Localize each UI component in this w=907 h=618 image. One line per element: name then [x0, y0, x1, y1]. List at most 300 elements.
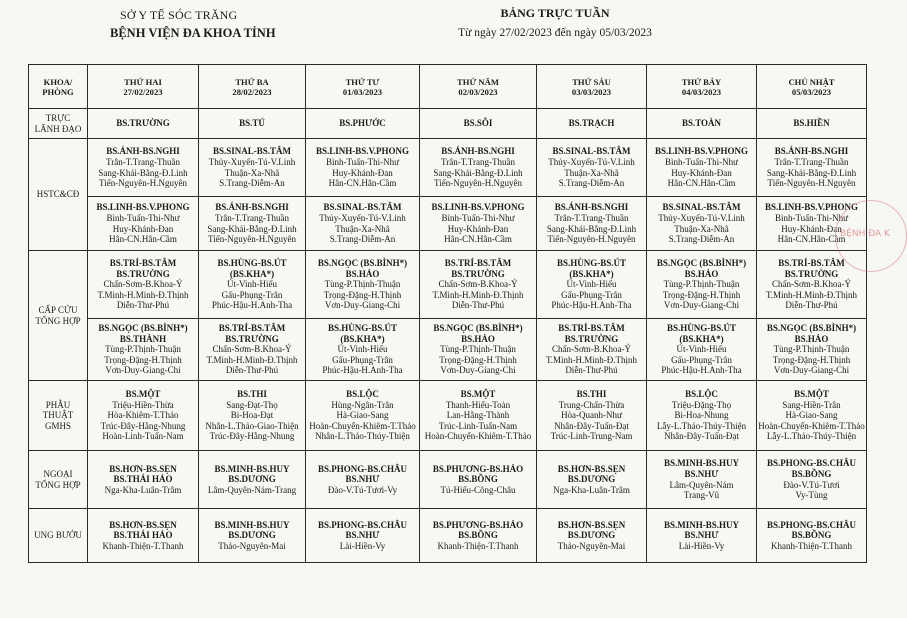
staff-names: Hân-CN.Hân-Cầm — [777, 234, 846, 245]
staff-names: Bình-Tuấn-Thi-Như — [664, 156, 739, 167]
staff-names: Trọng-Đặng-H.Thịnh — [104, 354, 182, 365]
staff-names: Khanh-Thiện-T.Thanh — [437, 540, 519, 551]
duty-cell — [537, 319, 647, 381]
duty-cell — [88, 139, 199, 197]
staff-names: Gấu-Phụng-Trân — [561, 289, 622, 300]
duty-cell — [420, 319, 537, 381]
staff-names: Tùng-P.Thịnh-Thuận — [324, 279, 401, 290]
duty-cell — [199, 381, 306, 451]
staff-names: Vy-Tùng — [795, 490, 828, 501]
staff-names: Bi-Hoa-Đạt — [230, 410, 274, 421]
staff-names: Nhân-L.Thảo-Giao-Thiện — [205, 420, 299, 431]
doctor-names: BS.HƠN-BS.SẸN — [557, 463, 626, 474]
staff-names: Bi-Hoa-Nhung — [674, 410, 729, 421]
staff-names: Hân-CN.Hân-Cầm — [667, 178, 736, 189]
section-label — [29, 139, 88, 251]
staff-names: Vơn-Duy-Giang-Chi — [324, 300, 401, 311]
duty-cell — [647, 319, 757, 381]
staff-names: Trân-T.Trang-Thuần — [774, 156, 849, 167]
section-label-line: CẤP CỨU — [38, 304, 78, 315]
duty-cell — [88, 251, 199, 319]
doctor-names: BS.MỘT — [125, 389, 161, 400]
duty-cell — [420, 451, 537, 509]
staff-names: Nhân-Đây-Tuấn-Đạt — [664, 431, 739, 442]
staff-names: Lẫy-L.Thảo-Thúy-Thiện — [656, 420, 747, 431]
doctor-names: BS.THI — [237, 389, 267, 400]
staff-names: Lẫy-L.Thảo-Thúy-Thiện — [766, 431, 857, 442]
staff-names: Trọng-Đặng-H.Thịnh — [772, 354, 851, 365]
duty-cell — [537, 251, 647, 319]
doctor-names: BS.LINH-BS.V.PHONG — [764, 202, 859, 213]
doctor-names: BS.THI — [576, 389, 607, 400]
day-name: CHỦ NHẬT — [788, 76, 835, 87]
duty-cell — [757, 109, 867, 139]
duty-cell — [306, 109, 420, 139]
doctor-names: BS.TOÀN — [681, 118, 722, 129]
staff-names: Hòa-Khiêm-T.Thảo — [107, 410, 179, 421]
doctor-names: BS.TRƯỜNG — [116, 118, 170, 129]
header-left — [110, 8, 276, 41]
doctor-names: BS.PHONG-BS.CHÂU — [317, 519, 407, 530]
staff-names: Tiến-Nguyên-H.Nguyên — [767, 178, 856, 189]
day-header — [88, 65, 199, 109]
staff-names: Trọng-Đặng-H.Thịnh — [323, 289, 402, 300]
doctor-names: (BS.KHA*) — [340, 333, 385, 344]
staff-names: Trúc-Đây-Hằng-Nhung — [100, 420, 186, 431]
doctor-names: BS.PHƯƠNG-BS.HẢO — [432, 519, 524, 530]
staff-names: Vơn-Duy-Giang-Chi — [663, 300, 740, 311]
staff-names: Phúc-Hậu-H.Anh-Tha — [322, 365, 403, 376]
staff-names: Tùng-P.Thịnh-Thuận — [773, 344, 850, 355]
doctor-names: BS.SÔI — [463, 118, 493, 129]
staff-names: Gấu-Phụng-Trân — [221, 289, 283, 300]
staff-names: Thanh-Hiếu-Toàn — [445, 399, 511, 410]
duty-cell — [420, 509, 537, 563]
doctor-names: BS.THÁI HẢO — [113, 530, 173, 541]
section-label-line: TRỰC — [45, 112, 71, 123]
doctor-names: (BS.KHA*) — [569, 268, 614, 279]
doctor-names: BS.HƠN-BS.SẸN — [557, 519, 626, 530]
staff-names: Hoàn-Chuyển-Khiêm-T.Thảo — [309, 420, 416, 431]
day-date: 27/02/2023 — [123, 86, 163, 97]
section-label-line: TỔNG HỢP — [35, 479, 81, 490]
duty-cell — [306, 139, 420, 197]
staff-names: Tùng-P.Thịnh-Thuận — [663, 279, 740, 290]
staff-names: Sang-Hiền-Trân — [782, 399, 841, 410]
day-date: 05/03/2023 — [791, 86, 832, 97]
duty-cell — [306, 509, 420, 563]
day-name: THỨ BA — [235, 76, 269, 87]
staff-names: Vơn-Duy-Giang-Chi — [440, 365, 516, 376]
doctor-names: BS.BỒNG — [458, 474, 498, 485]
staff-names: Triệu-Đặng-Thọ — [671, 399, 732, 410]
day-header — [199, 65, 306, 109]
staff-names: Hân-CN.Hân-Cầm — [109, 234, 177, 245]
staff-names: Trang-Vũ — [683, 490, 720, 501]
section-label-line: GMHS — [44, 420, 71, 431]
staff-names: Trân-T.Trang-Thuần — [215, 212, 289, 223]
staff-names: T.Minh-H.Minh-Đ.Thịnh — [206, 354, 298, 365]
duty-cell — [306, 197, 420, 251]
staff-names: Diễn-Thư-Phú — [785, 300, 838, 311]
schedule-row — [29, 139, 867, 197]
day-header — [306, 65, 420, 109]
schedule-row — [29, 451, 867, 509]
doctor-names: BS.BỒNG — [791, 468, 832, 479]
duty-schedule-table — [28, 64, 867, 563]
duty-cell — [647, 381, 757, 451]
staff-names: S.Trang-Diễm-An — [668, 234, 735, 245]
duty-cell — [757, 139, 867, 197]
staff-names: Trúc-Linh-Tuấn-Nam — [438, 420, 518, 431]
staff-names: Lâm-Quyên-Nám-Trang — [207, 484, 297, 495]
staff-names: Trọng-Đặng-H.Thịnh — [439, 354, 517, 365]
day-name: THỨ HAI — [124, 76, 162, 87]
staff-names: Bình-Tuấn-Thi-Như — [441, 212, 515, 223]
corner-line: KHOA/ — [43, 76, 73, 87]
staff-names: Thủy-Xuyến-Tú-V.Linh — [658, 212, 745, 223]
staff-names: Bình-Tuấn-Thi-Như — [325, 156, 400, 167]
doctor-names: BS.LỘC — [685, 389, 718, 400]
staff-names: Triệu-Hiền-Thừa — [112, 399, 174, 410]
duty-cell — [757, 509, 867, 563]
staff-names: S.Trang-Diễm-An — [558, 178, 625, 189]
staff-names: Khanh-Thiện-T.Thanh — [102, 540, 184, 551]
staff-names: Hoàn-Chuyển-Khiêm-T.Thảo — [758, 420, 865, 431]
staff-names: T.Minh-H.Minh-Đ.Thịnh — [432, 289, 524, 300]
doctor-names: BS.TRƯỜNG — [451, 268, 505, 279]
staff-names: Hân-CN.Hân-Cầm — [328, 178, 397, 189]
schedule-period: Từ ngày 27/02/2023 đến ngày 05/03/2023 — [458, 27, 652, 39]
staff-names: Hà-Giao-Sang — [785, 410, 838, 421]
doctor-names: BS.ÁNH-BS.NGHI — [215, 202, 289, 213]
doctor-names: BS.MINH-BS.HUY — [663, 458, 739, 469]
staff-names: Út-Vinh-Hiếu — [227, 279, 277, 290]
staff-names: Chấn-Sơm-B.Khoa-Ý — [771, 279, 851, 290]
staff-names: Hoàn-Linh-Tuấn-Nam — [102, 431, 184, 442]
staff-names: T.Minh-H.Minh-Đ.Thịnh — [765, 289, 858, 300]
staff-names: Vơn-Duy-Giang-Chi — [773, 365, 850, 376]
doctor-names: BS.HÙNG-BS.ÚT — [666, 323, 737, 334]
duty-cell — [420, 251, 537, 319]
staff-names: Thuận-Xa-Nhã — [674, 223, 729, 234]
duty-cell — [199, 197, 306, 251]
staff-names: Tiến-Nguyên-H.Nguyên — [547, 234, 636, 245]
staff-names: Nhân-L.Thảo-Thúy-Thiện — [315, 431, 410, 442]
staff-names: Trung-Chấn-Thừa — [558, 399, 625, 410]
day-date: 01/03/2023 — [342, 86, 383, 97]
doctor-names: BS.TÚ — [239, 118, 265, 129]
doctor-names: BS.MINH-BS.HUY — [663, 519, 739, 530]
duty-cell — [420, 109, 537, 139]
doctor-names: BS.TRÍ-BS.TÂM — [109, 258, 177, 269]
schedule-row — [29, 509, 867, 563]
staff-names: Tiến-Nguyên-H.Nguyên — [434, 178, 522, 189]
staff-names: Khanh-Thiện-T.Thanh — [770, 540, 853, 551]
duty-cell — [647, 197, 757, 251]
duty-cell — [199, 509, 306, 563]
staff-names: Sang-Khải-Bằng-Đ.Linh — [546, 223, 637, 234]
staff-names: T.Minh-H.Minh-Đ.Thịnh — [97, 289, 189, 300]
staff-names: Tiến-Nguyên-H.Nguyên — [208, 234, 296, 245]
doctor-names: BS.LINH-BS.V.PHONG — [96, 202, 190, 213]
doctor-names: BS.BỒNG — [458, 530, 498, 541]
doctor-names: BS.MINH-BS.HUY — [214, 519, 290, 530]
schedule-row — [29, 251, 867, 319]
duty-cell — [199, 251, 306, 319]
staff-names: Tiến-Nguyên-H.Nguyên — [99, 178, 187, 189]
doctor-names: BS.TRƯỜNG — [784, 268, 839, 279]
doctor-names: (BS.KHA*) — [679, 333, 724, 344]
doctor-names: BS.DƯƠNG — [228, 530, 276, 541]
section-label — [29, 381, 88, 451]
doctor-names: BS.NGỌC (BS.BÌNH*) — [98, 323, 188, 334]
doctor-names: BS.NGỌC (BS.BÌNH*) — [656, 258, 747, 269]
staff-names: Lâm-Quyên-Nám — [669, 479, 734, 490]
section-label-line: THUẬT — [42, 410, 74, 421]
day-header — [537, 65, 647, 109]
duty-cell — [420, 139, 537, 197]
doctor-names: BS.TRƯỜNG — [564, 333, 619, 344]
doctor-names: BS.TRẠCH — [568, 118, 615, 129]
staff-names: Diễn-Thư-Phú — [451, 300, 505, 311]
section-label-line: LÃNH ĐẠO — [34, 123, 82, 134]
doctor-names: BS.TRÍ-BS.TÂM — [444, 258, 512, 269]
staff-names: Lài-Hiền-Vy — [678, 540, 725, 551]
staff-names: Sang-Khải-Bằng-Đ.Linh — [207, 223, 297, 234]
day-date: 04/03/2023 — [681, 86, 722, 97]
doctor-names: BS.LINH-BS.V.PHONG — [654, 146, 749, 157]
staff-names: Huy-Khánh-Đan — [447, 223, 509, 234]
staff-names: Hà-Giao-Sang — [336, 410, 389, 421]
duty-cell — [306, 251, 420, 319]
day-date: 28/02/2023 — [232, 86, 272, 97]
staff-names: Trúc-Linh-Trung-Nam — [550, 431, 633, 442]
staff-names: Tú-Hiếu-Công-Châu — [440, 484, 516, 495]
staff-names: Trân-T.Trang-Thuần — [554, 212, 629, 223]
staff-names: Sang-Khải-Bằng-Đ.Linh — [766, 167, 857, 178]
doctor-names: BS.HƠN-BS.SẸN — [109, 519, 177, 530]
duty-cell — [306, 381, 420, 451]
schedule-body — [29, 109, 867, 563]
day-name: THỨ TƯ — [345, 76, 380, 87]
staff-names: Diễn-Thư-Phú — [565, 365, 618, 376]
day-header — [647, 65, 757, 109]
doctor-names: BS.SINAL-BS.TÂM — [552, 146, 631, 157]
duty-cell — [88, 381, 199, 451]
staff-names: Trân-T.Trang-Thuần — [106, 156, 180, 167]
staff-names: Thuận-Xa-Nhã — [335, 223, 390, 234]
day-name: THỨ NĂM — [457, 76, 499, 87]
doctor-names: BS.NHƯ — [345, 530, 380, 541]
staff-names: Đào-V.Tú-Tươi-Vy — [327, 484, 398, 495]
doctor-names: BS.DƯƠNG — [228, 474, 276, 485]
duty-cell — [88, 109, 199, 139]
duty-cell — [537, 509, 647, 563]
doctor-names: BS.HÙNG-BS.ÚT — [217, 258, 287, 269]
staff-names: Sang-Đạt-Thọ — [226, 399, 278, 410]
staff-names: Gấu-Phụng-Trân — [332, 354, 393, 365]
day-date: 02/03/2023 — [458, 86, 498, 97]
doctor-names: BS.HÙNG-BS.ÚT — [556, 258, 627, 269]
staff-names: Sang-Khải-Bằng-Đ.Linh — [98, 167, 188, 178]
staff-names: Diễn-Thư-Phú — [116, 300, 170, 311]
doctor-names: BS.MINH-BS.HUY — [214, 463, 290, 474]
staff-names: T.Minh-H.Minh-Đ.Thịnh — [545, 354, 638, 365]
document-title: BẢNG TRỰC TUẦN — [500, 6, 610, 20]
duty-cell — [88, 319, 199, 381]
doctor-names: BS.TRƯỜNG — [225, 333, 279, 344]
staff-names: Huy-Khánh-Đan — [781, 223, 842, 234]
hospital-name: BỆNH VIỆN ĐA KHOA TỈNH — [110, 26, 276, 40]
staff-names: S.Trang-Diễm-An — [219, 178, 285, 189]
doctor-names: BS.ÁNH-BS.NGHI — [774, 146, 849, 157]
staff-names: Thuận-Xa-Nhã — [564, 167, 619, 178]
doctor-names: BS.SINAL-BS.TÂM — [662, 202, 741, 213]
duty-cell — [420, 381, 537, 451]
doctor-names: BS.THÀNH — [119, 333, 167, 344]
staff-names: Bình-Tuấn-Thi-Như — [774, 212, 849, 223]
doctor-names: BS.TRÍ-BS.TÂM — [218, 323, 286, 334]
doctor-names: BS.HIỀN — [793, 118, 830, 129]
header-row — [29, 65, 867, 109]
staff-names: Nhân-Đây-Tuấn-Đạt — [554, 420, 629, 431]
duty-cell — [537, 381, 647, 451]
duty-cell — [88, 509, 199, 563]
duty-cell — [420, 197, 537, 251]
doctor-names: BS.HƠN-BS.SẸN — [109, 463, 177, 474]
doctor-names: BS.TRÍ-BS.TÂM — [778, 258, 845, 269]
duty-cell — [757, 381, 867, 451]
staff-names: Chấn-Sơm-B.Khoa-Ý — [438, 279, 518, 290]
doctor-names: BS.ÁNH-BS.NGHI — [441, 146, 515, 157]
staff-names: Huy-Khánh-Đan — [671, 167, 732, 178]
staff-names: Lan-Hằng-Thành — [446, 410, 510, 421]
doctor-names: BS.NGỌC (BS.BÌNH*) — [766, 323, 857, 334]
staff-names: Huy-Khánh-Đan — [332, 167, 393, 178]
doctor-names: BS.PHONG-BS.CHÂU — [766, 458, 856, 469]
day-date: 03/03/2023 — [571, 86, 612, 97]
doctor-names: BS.PHONG-BS.CHÂU — [317, 463, 407, 474]
staff-names: Thủy-Xuyến-Tú-V.Linh — [319, 212, 406, 223]
staff-names: Phúc-Hậu-H.Anh-Tha — [551, 300, 632, 311]
section-label — [29, 109, 88, 139]
staff-names: Thảo-Nguyên-Mai — [557, 540, 626, 551]
duty-cell — [757, 319, 867, 381]
staff-names: Bình-Tuấn-Thi-Như — [106, 212, 180, 223]
staff-names: Hòa-Quanh-Như — [561, 410, 622, 421]
staff-names: Trọng-Đặng-H.Thịnh — [662, 289, 741, 300]
duty-cell — [647, 509, 757, 563]
official-seal — [835, 200, 907, 272]
duty-cell — [537, 197, 647, 251]
doctor-names: BS.PHƯỚC — [339, 118, 386, 129]
staff-names: Út-Vinh-Hiếu — [337, 344, 388, 355]
schedule-row — [29, 109, 867, 139]
staff-names: Trân-T.Trang-Thuần — [441, 156, 515, 167]
duty-cell — [88, 197, 199, 251]
doctor-names: (BS.KHA*) — [229, 268, 275, 279]
duty-cell — [306, 319, 420, 381]
day-header — [420, 65, 537, 109]
doctor-names: BS.SINAL-BS.TÂM — [323, 202, 402, 213]
doctor-names: BS.MỘT — [460, 389, 496, 400]
staff-names: Phúc-Hậu-H.Anh-Tha — [661, 365, 742, 376]
duty-cell — [647, 251, 757, 319]
staff-names: Diễn-Thư-Phú — [225, 365, 279, 376]
staff-names: Chấn-Sơm-B.Khoa-Ý — [212, 344, 292, 355]
section-label-line: UNG BƯỚU — [34, 530, 82, 541]
doctor-names: BS.PHONG-BS.CHÂU — [766, 519, 856, 530]
duty-cell — [537, 109, 647, 139]
staff-names: Vơn-Duy-Giang-Chi — [105, 365, 181, 376]
schedule-row — [29, 197, 867, 251]
staff-names: Thuận-Xa-Nhã — [224, 167, 280, 178]
department-name: SỞ Y TẾ SÓC TRĂNG — [120, 8, 238, 22]
duty-cell — [537, 139, 647, 197]
corner-line: PHÒNG — [42, 86, 74, 97]
duty-cell — [537, 451, 647, 509]
staff-names: Sang-Khải-Bằng-Đ.Linh — [433, 167, 523, 178]
day-name: THỨ SÁU — [572, 76, 611, 87]
doctor-names: BS.BỒNG — [791, 530, 832, 541]
day-header — [757, 65, 867, 109]
section-label — [29, 451, 88, 509]
staff-names: Nga-Kha-Luân-Trâm — [553, 484, 630, 495]
duty-cell — [306, 451, 420, 509]
staff-names: Hùng-Ngân-Trân — [331, 399, 394, 410]
staff-names: Lài-Hiền-Vy — [339, 540, 386, 551]
doctor-names: BS.DƯƠNG — [567, 530, 616, 541]
duty-cell — [199, 109, 306, 139]
staff-names: Út-Vinh-Hiếu — [566, 279, 617, 290]
staff-names: S.Trang-Diễm-An — [329, 234, 396, 245]
doctor-names: BS.DƯƠNG — [567, 474, 616, 485]
doctor-names: BS.NGỌC (BS.BÌNH*) — [433, 323, 523, 334]
doctor-names: BS.ÁNH-BS.NGHI — [554, 202, 629, 213]
duty-cell — [199, 139, 306, 197]
section-label-line: TỔNG HỢP — [35, 315, 81, 326]
staff-names: Hân-CN.Hân-Cầm — [444, 234, 512, 245]
staff-names: Thủy-Xuyến-Tú-V.Linh — [548, 156, 635, 167]
schedule-row — [29, 381, 867, 451]
doctor-names: BS.PHƯƠNG-BS.HẢO — [432, 463, 524, 474]
staff-names: Hoàn-Chuyển-Khiêm-T.Thảo — [424, 431, 532, 442]
section-label — [29, 509, 88, 563]
duty-cell — [199, 319, 306, 381]
duty-cell — [647, 109, 757, 139]
staff-names: Tùng-P.Thịnh-Thuận — [440, 344, 516, 355]
doctor-names: BS.MỘT — [794, 389, 829, 400]
duty-cell — [757, 451, 867, 509]
day-name: THỨ BẢY — [681, 76, 722, 87]
staff-names: Gấu-Phụng-Trân — [671, 354, 732, 365]
staff-names: Thảo-Nguyên-Mai — [218, 540, 286, 551]
doctor-names: BS.TRƯỜNG — [116, 268, 170, 279]
staff-names: Nga-Kha-Luân-Trâm — [104, 484, 182, 495]
staff-names: Tùng-P.Thịnh-Thuận — [105, 344, 181, 355]
doctor-names: BS.HẢO — [684, 268, 719, 279]
duty-cell — [88, 451, 199, 509]
doctor-names: BS.NHƯ — [345, 474, 380, 485]
seal-text: BỆNH ĐA K — [840, 229, 890, 239]
corner-cell — [29, 65, 88, 109]
header-right — [390, 6, 720, 39]
staff-names: Đào-V.Tú-Tươi — [783, 479, 840, 490]
duty-cell — [647, 139, 757, 197]
doctor-names: BS.HẢO — [794, 333, 829, 344]
staff-names: Út-Vinh-Hiếu — [676, 344, 727, 355]
